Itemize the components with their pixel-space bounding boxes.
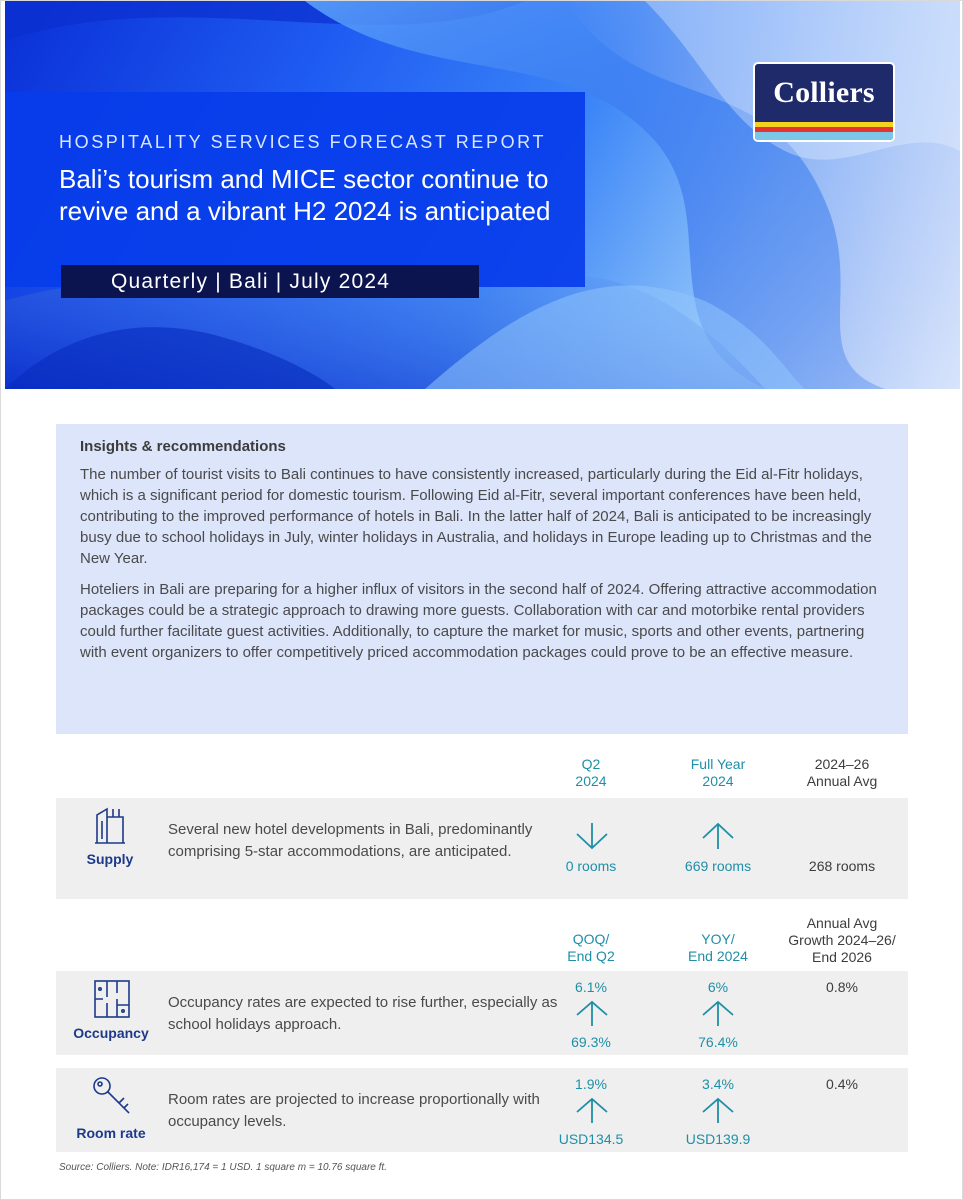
room-rate-yoy-value: 3.4% [702,1076,734,1092]
insights-title: Insights & recommendations [80,438,286,455]
arrow-up-icon [573,999,611,1027]
row-desc-supply: Several new hotel developments in Bali, predominantly comprising 5-star accommodations, are anticipated. [168,821,533,860]
arrow-up-icon [699,1096,737,1124]
room-rate-end-q2-value: USD134.5 [558,1131,624,1147]
logo-wordmark: Colliers [773,76,875,109]
occupancy-yoy-value: 6% [707,979,729,995]
occupancy-end-2024-value: 76.4% [698,1034,738,1050]
source-note: Source: Colliers. Note: IDR16,174 = 1 USD. 1 square m = 10.76 square ft. [59,1162,387,1173]
insights-box [56,424,908,734]
header-qoq-end-q2: QOQ/ End Q2 [567,931,615,964]
row-label-room-rate: Room rate [76,1125,146,1141]
insights-paragraph-1: The number of tourist visits to Bali continues to have consistently increased, particularly during the Eid al-Fitr holidays, which is a significant period for domestic tourism. Following Eid al-Fitr, several important conferences have been held, contributing to the improved performance of hotels in Bali. In the latter half of 2024, Bali is anticipated to be increasingly busy due to school holidays in July, winter holidays in Australia, and holidays in Europe leading up to Christmas and the New Year. [80,466,872,567]
row-desc-occupancy: Occupancy rates are expected to rise further, especially as school holidays approach. [168,994,558,1033]
row-label-supply: Supply [86,851,134,867]
supply-annual-avg-value: 268 rooms [808,858,876,874]
occupancy-annual-growth-value: 0.8% [826,979,858,995]
row-desc-room-rate: Room rates are projected to increase proportionally with occupancy levels. [168,1091,540,1130]
header-q2-2024: Q2 2024 [575,756,607,789]
room-rate-end-2024-value: USD139.9 [685,1131,751,1147]
colliers-logo [753,62,895,142]
supply-q2-value: 0 rooms [565,858,617,874]
date-bar: Quarterly | Bali | July 2024 [61,265,479,298]
key-icon [91,1075,133,1117]
header-yoy-end-2024: YOY/ End 2024 [688,931,748,964]
header-annual-avg: 2024–26 Annual Avg [806,756,878,789]
arrow-up-icon [573,1096,611,1124]
room-rate-annual-growth-value: 0.4% [826,1076,858,1092]
supply-full-year-value: 669 rooms [684,858,752,874]
arrow-up-icon [699,821,737,851]
occupancy-qoq-value: 6.1% [575,979,607,995]
room-rate-qoq-value: 1.9% [575,1076,607,1092]
occupancy-end-q2-value: 69.3% [571,1034,611,1050]
arrow-down-icon [573,821,611,851]
building-icon [93,805,127,845]
report-kicker: HOSPITALITY SERVICES FORECAST REPORT [59,132,547,152]
arrow-up-icon [699,999,737,1027]
header-full-year-2024: Full Year 2024 [690,756,746,789]
insights-paragraph-2: Hoteliers in Bali are preparing for a higher influx of visitors in the second half of 2024. Offering attractive accommodation packages could be a strategic approach to drawing more guests. Collaboration with car and motorbike rental providers could further facilitate guest activities. Additionally, to capture the market for music, sports and other events, partnering with event organizers to offer competitively priced accommodation packages could prove to be an effective measure. [80,581,877,661]
floorplan-icon [93,979,131,1019]
row-label-occupancy: Occupancy [73,1025,149,1041]
report-headline: Bali’s tourism and MICE sector continue to revive and a vibrant H2 2024 is anticipated [59,164,551,226]
logo-stripe-blue [755,132,893,142]
header-annual-avg-growth: Annual Avg Growth 2024–26/ End 2026 [788,915,896,965]
